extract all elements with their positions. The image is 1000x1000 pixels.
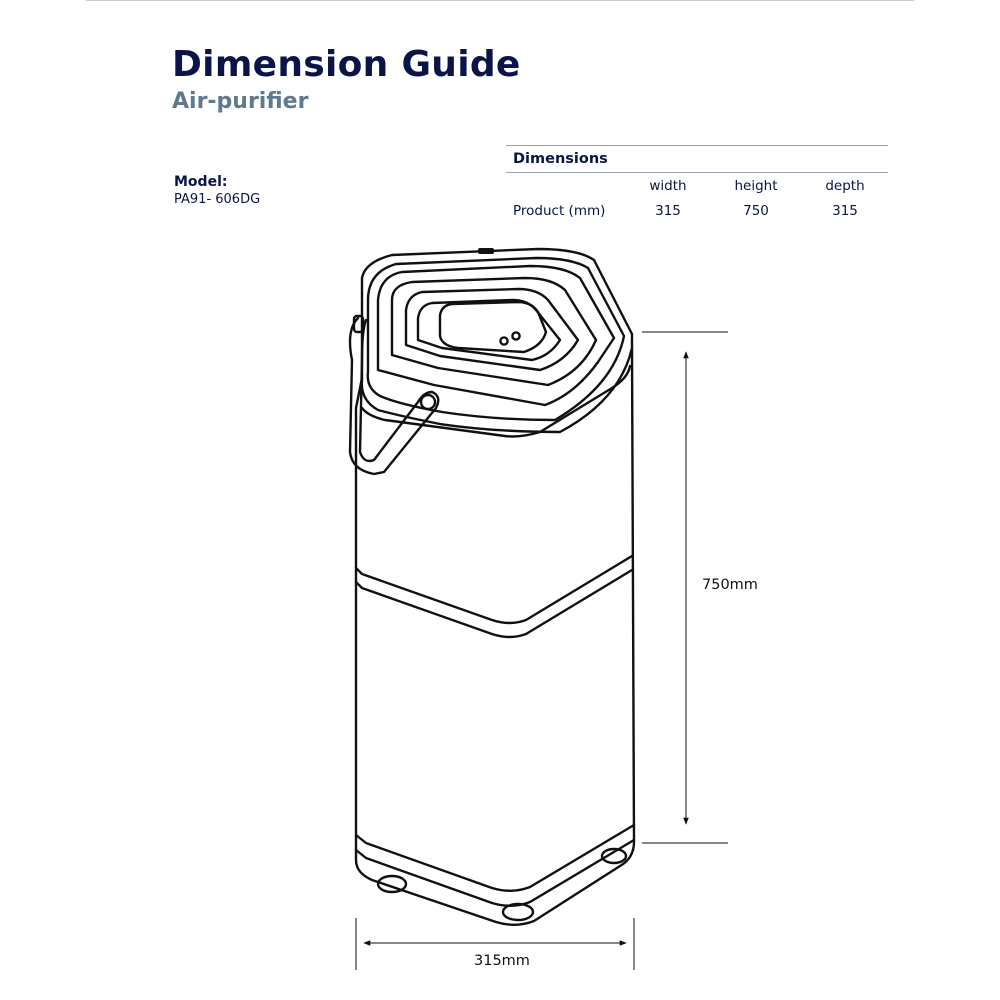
grille-ring-2 [392,278,596,385]
middle-band-top [356,556,632,623]
height-dimension-label: 750mm [702,577,758,593]
page-title: Dimension Guide [172,44,521,85]
row-label-product: Product (mm) [513,203,606,219]
control-dot-1 [500,337,507,344]
handle-pivot [421,395,435,409]
model-value: PA91- 606DG [174,192,261,207]
top-latch [478,248,494,254]
dimensions-title: Dimensions [513,151,608,167]
width-dimension-label: 315mm [474,953,530,969]
column-header-depth: depth [825,178,865,194]
product-width-value: 315 [655,203,681,219]
product-depth-value: 315 [832,203,858,219]
control-panel [440,302,546,352]
grille-ring-1 [378,266,614,405]
page-subtitle: Air-purifier [172,89,309,114]
product-height-value: 750 [743,203,769,219]
control-dot-2 [512,332,519,339]
column-header-height: height [734,178,778,194]
model-label: Model: [174,174,228,190]
bottom-band-top [356,825,634,891]
column-header-width: width [649,178,687,194]
